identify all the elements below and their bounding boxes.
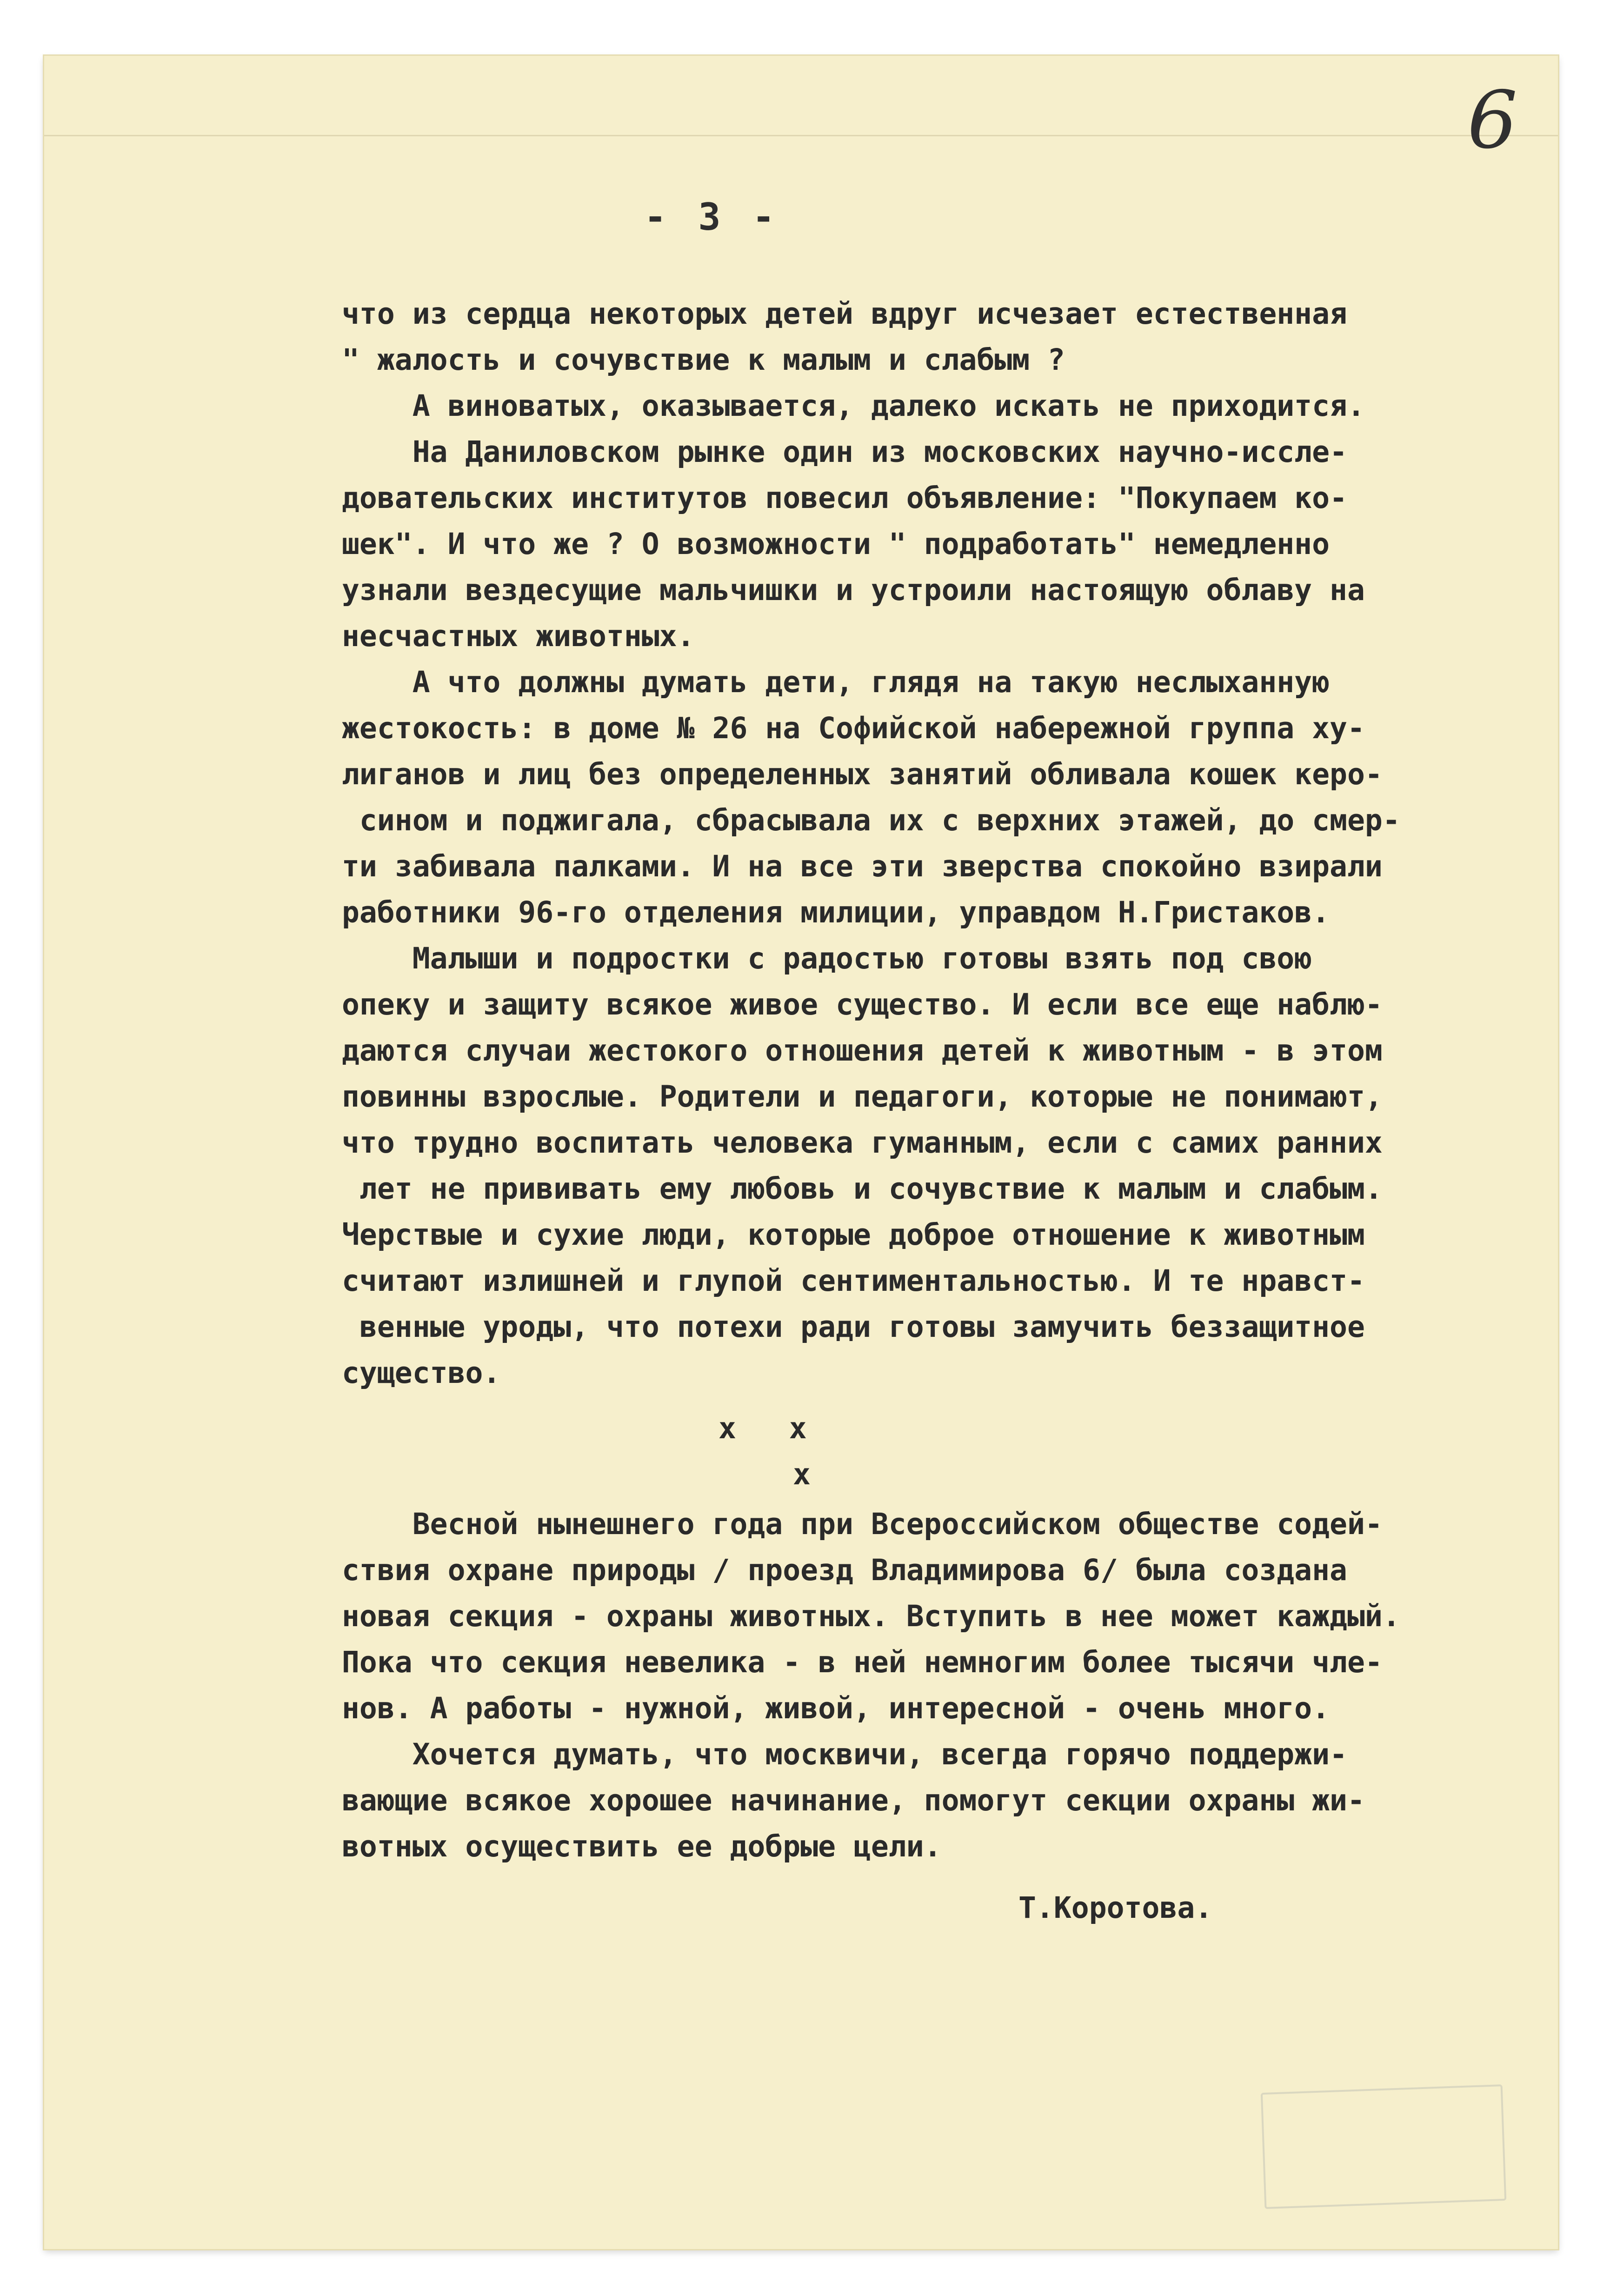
text-line: новая секция - охраны животных. Вступить в нее может каждый. [342, 1599, 1400, 1633]
text-line: повинны взрослые. Родители и педагоги, которые не понимают, [342, 1080, 1383, 1114]
text-line: Пока что секция невелика - в ней немногим более тысячи чле- [342, 1645, 1383, 1679]
body-text [342, 291, 1514, 1869]
text-line: довательских институтов повесил объявление: "Покупаем ко- [342, 481, 1347, 515]
text-line: ствия охране природы / проезд Владимирова 6/ была создана [342, 1553, 1347, 1587]
archive-stamp [1261, 2084, 1506, 2209]
section-separator-bottom: x [793, 1457, 811, 1491]
text-line: опеку и защиту всякое живое существо. И если все еще наблю- [342, 988, 1383, 1021]
text-line: " жалость и сочувствие к малым и слабым ? [342, 343, 1065, 377]
text-line: сином и поджигала, сбрасывала их с верхних этажей, до смер- [342, 803, 1400, 837]
text-line: нов. А работы - нужной, живой, интересной - очень много. [342, 1691, 1330, 1725]
text-line: вотных осуществить ее добрые цели. [342, 1829, 942, 1863]
text-line: венные уроды, что потехи ради готовы замучить беззащитное [342, 1310, 1365, 1344]
text-line: На Даниловском рынке один из московских научно-иссле- [342, 435, 1347, 469]
text-line: А что должны думать дети, глядя на такую неслыханную [342, 665, 1330, 699]
text-line: Малыши и подростки с радостью готовы взять под свою [342, 941, 1312, 975]
text-line: лиганов и лиц без определенных занятий обливала кошек керо- [342, 757, 1383, 791]
text-line: несчастных животных. [342, 619, 695, 653]
text-line: узнали вездесущие мальчишки и устроили настоящую облаву на [342, 573, 1365, 607]
text-line: считают излишней и глупой сентиментальностью. И те нравст- [342, 1264, 1365, 1298]
text-line: работники 96-го отделения милиции, управдом Н.Гристаков. [342, 895, 1330, 929]
text-line: Черствые и сухие люди, которые доброе отношение к животным [342, 1218, 1365, 1252]
text-line: даются случаи жестокого отношения детей к животным - в этом [342, 1034, 1383, 1068]
text-line: что трудно воспитать человека гуманным, если с самих ранних [342, 1126, 1383, 1160]
text-line: лет не прививать ему любовь и сочувствие к малым и слабым. [342, 1172, 1383, 1206]
text-line: Весной нынешнего года при Всероссийском обществе содей- [342, 1507, 1383, 1541]
text-line: что из сердца некоторых детей вдруг исчезает естественная [342, 297, 1347, 331]
paper-fold-line [44, 135, 1558, 136]
text-line: вающие всякое хорошее начинание, помогут секции охраны жи- [342, 1783, 1365, 1817]
text-line: Хочется думать, что москвичи, всегда горячо поддержи- [342, 1737, 1347, 1771]
handwritten-page-mark: 6 [1467, 74, 1518, 167]
text-line: А виноватых, оказывается, далеко искать не приходится. [342, 389, 1365, 423]
section-separator-top: x x [719, 1411, 807, 1445]
typewritten-page [44, 56, 1558, 2249]
page-number: - 3 - [644, 195, 779, 239]
text-line: жестокость: в доме № 26 на Софийской набережной группа ху- [342, 711, 1365, 745]
text-line: ти забивала палками. И на все эти зверства спокойно взирали [342, 849, 1383, 883]
author-signature: Т.Коротова. [1018, 1891, 1213, 1925]
text-line: шек". И что же ? О возможности " подработать" немедленно [342, 527, 1330, 561]
text-line: существо. [342, 1356, 501, 1390]
